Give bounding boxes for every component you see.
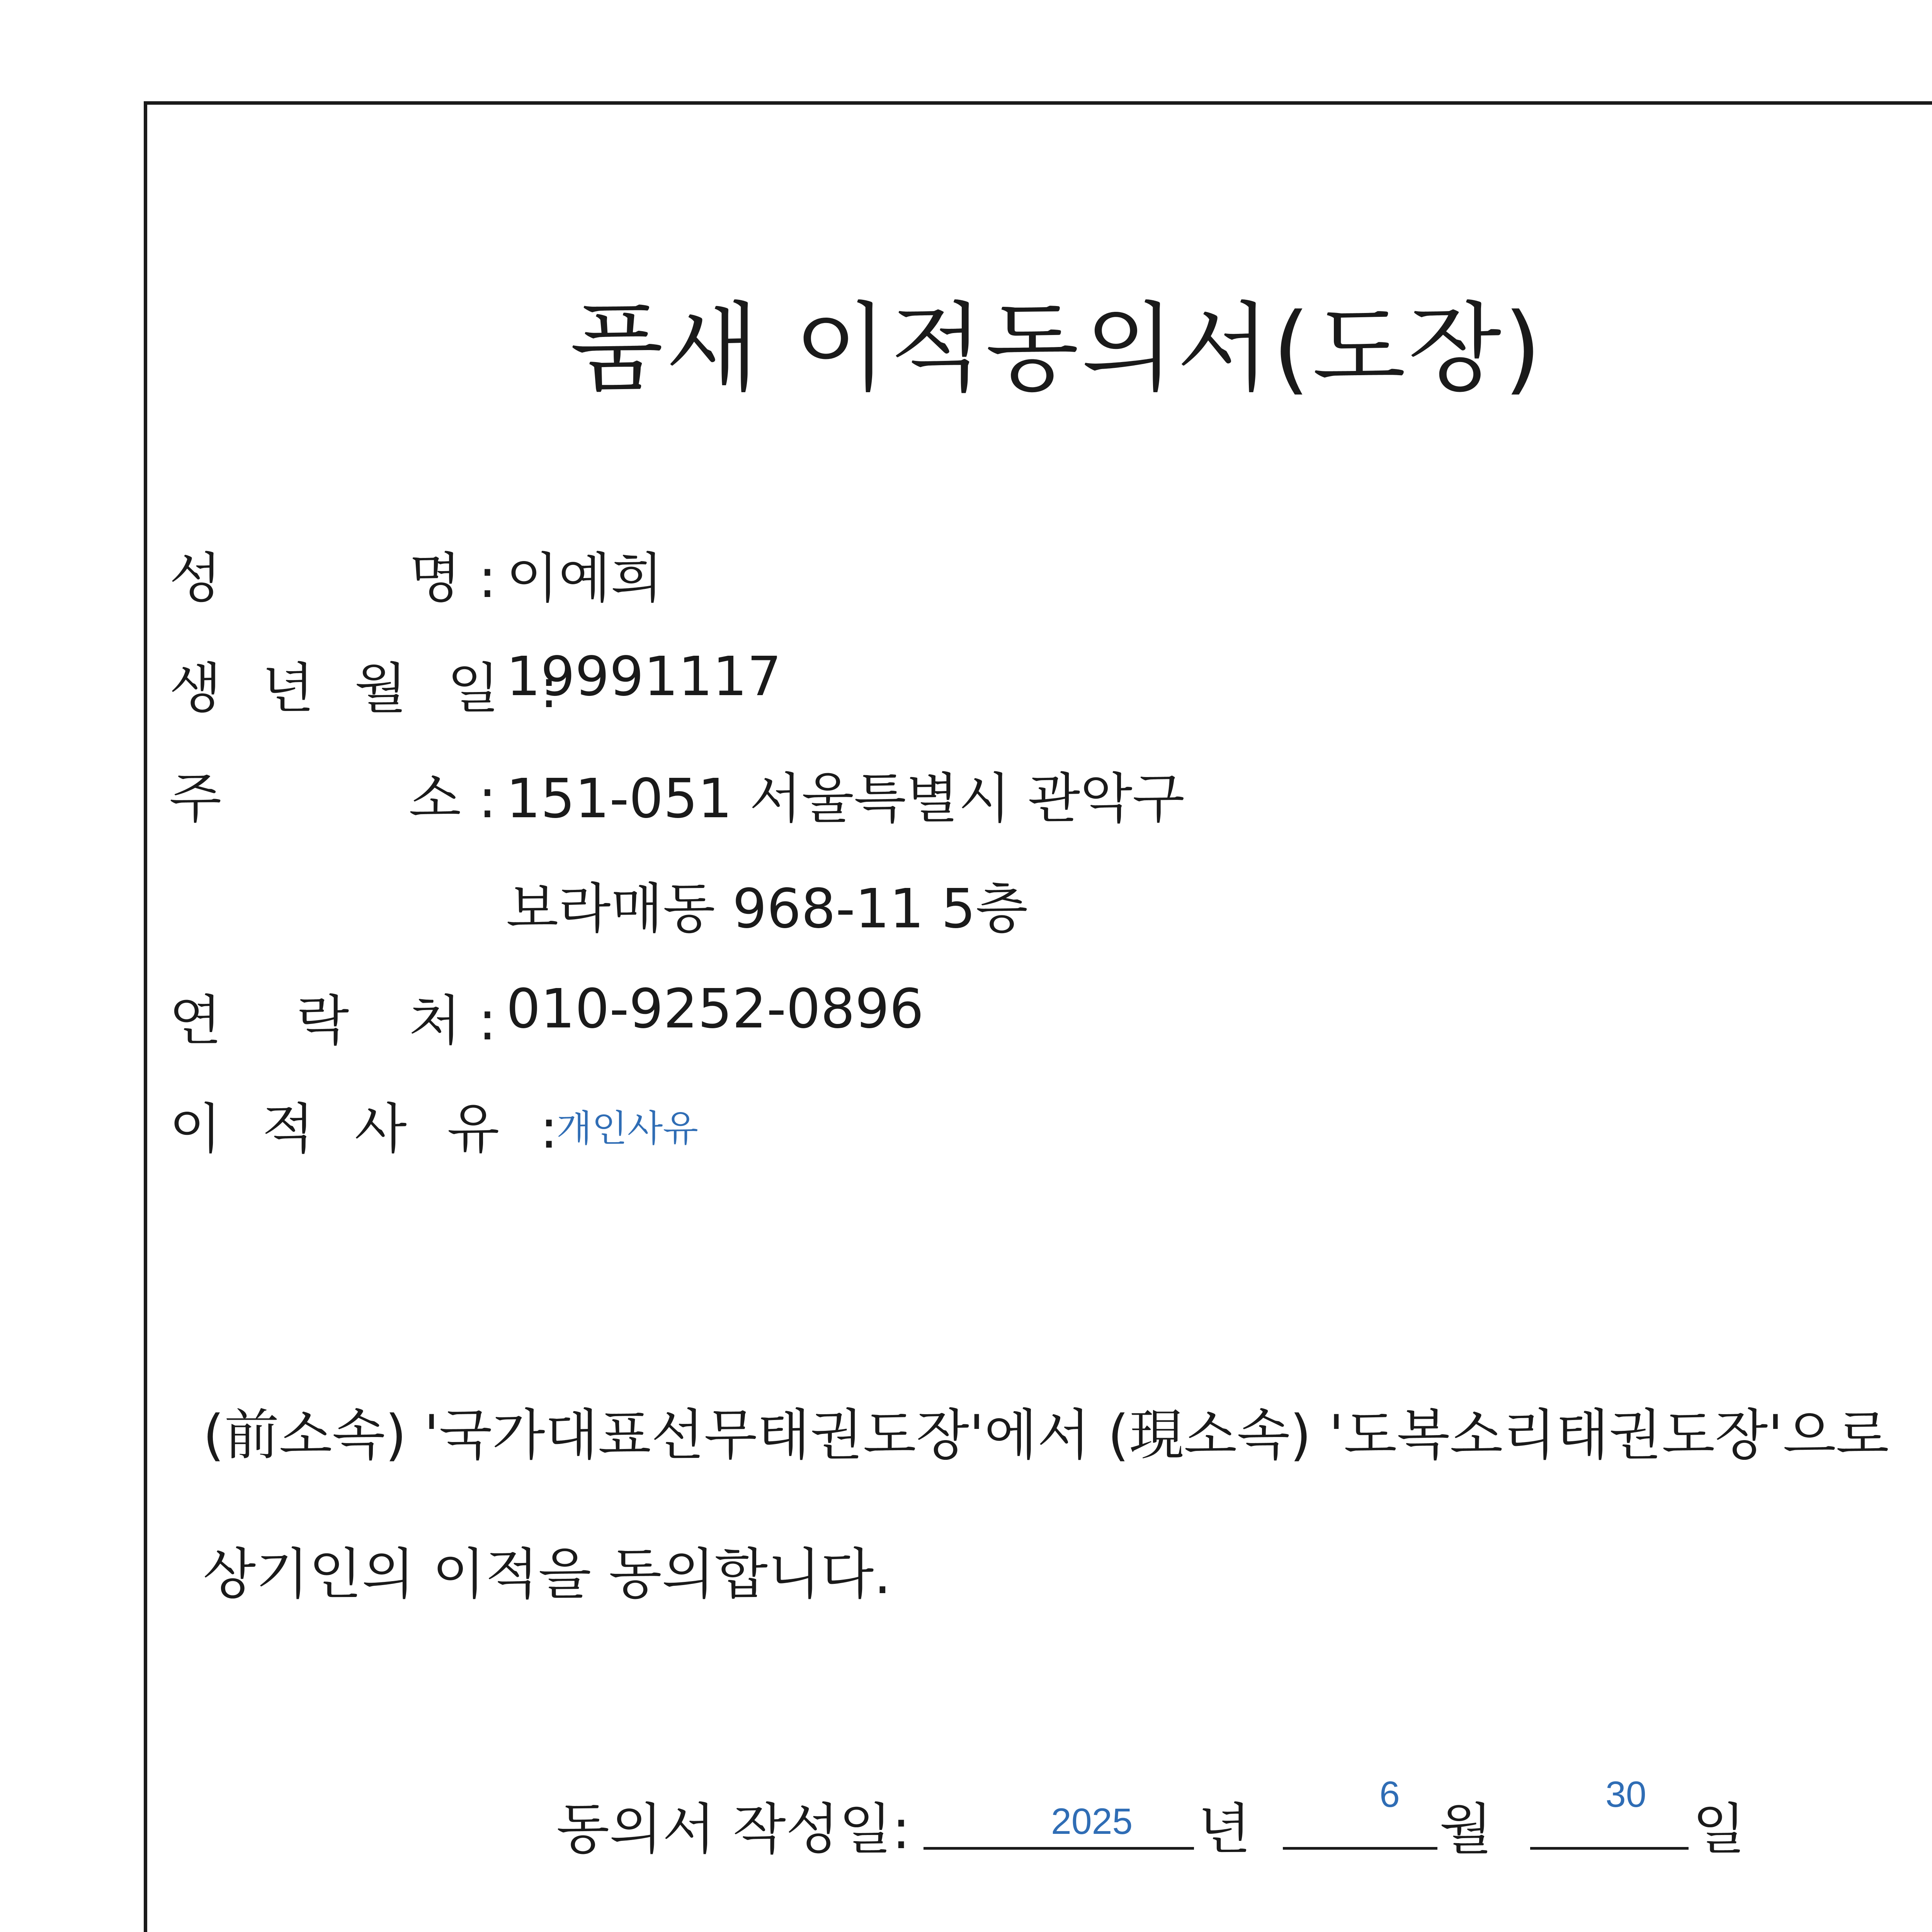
- contact-value: 010-9252-0896: [506, 978, 924, 1041]
- date-year-unit: 년: [1198, 1798, 1251, 1861]
- address-line-1: 151-051 서울특별시 관악구: [506, 767, 1185, 830]
- reason-value: 개인사유: [556, 1107, 699, 1150]
- document-title: 품새 이적동의서(도장): [570, 292, 1544, 405]
- day-underline: [1530, 1847, 1689, 1850]
- birth-label: 생 년 월 일 :: [169, 657, 570, 720]
- date-day-unit: 일: [1692, 1798, 1746, 1861]
- reason-label: 이 적 사 유 :: [169, 1098, 570, 1161]
- address-line-2: 보라매동 968-11 5층: [506, 878, 1028, 940]
- year-underline: [923, 1847, 1194, 1850]
- statement-line-2: 상기인의 이적을 동의합니다.: [203, 1543, 891, 1606]
- birth-value: 19991117: [506, 645, 782, 708]
- date-day: 30: [1605, 1774, 1646, 1815]
- month-underline: [1283, 1847, 1437, 1850]
- name-value: 이예희: [506, 547, 663, 610]
- date-month-unit: 월: [1439, 1798, 1493, 1861]
- statement-line-1: (前소속) '국가대표선무태권도장'에서 (現소속) '도복소리태권도장'으로: [203, 1403, 1889, 1467]
- date-month: 6: [1379, 1774, 1400, 1815]
- date-label: 동의서 작성일:: [556, 1798, 911, 1861]
- date-year: 2025: [1051, 1801, 1133, 1842]
